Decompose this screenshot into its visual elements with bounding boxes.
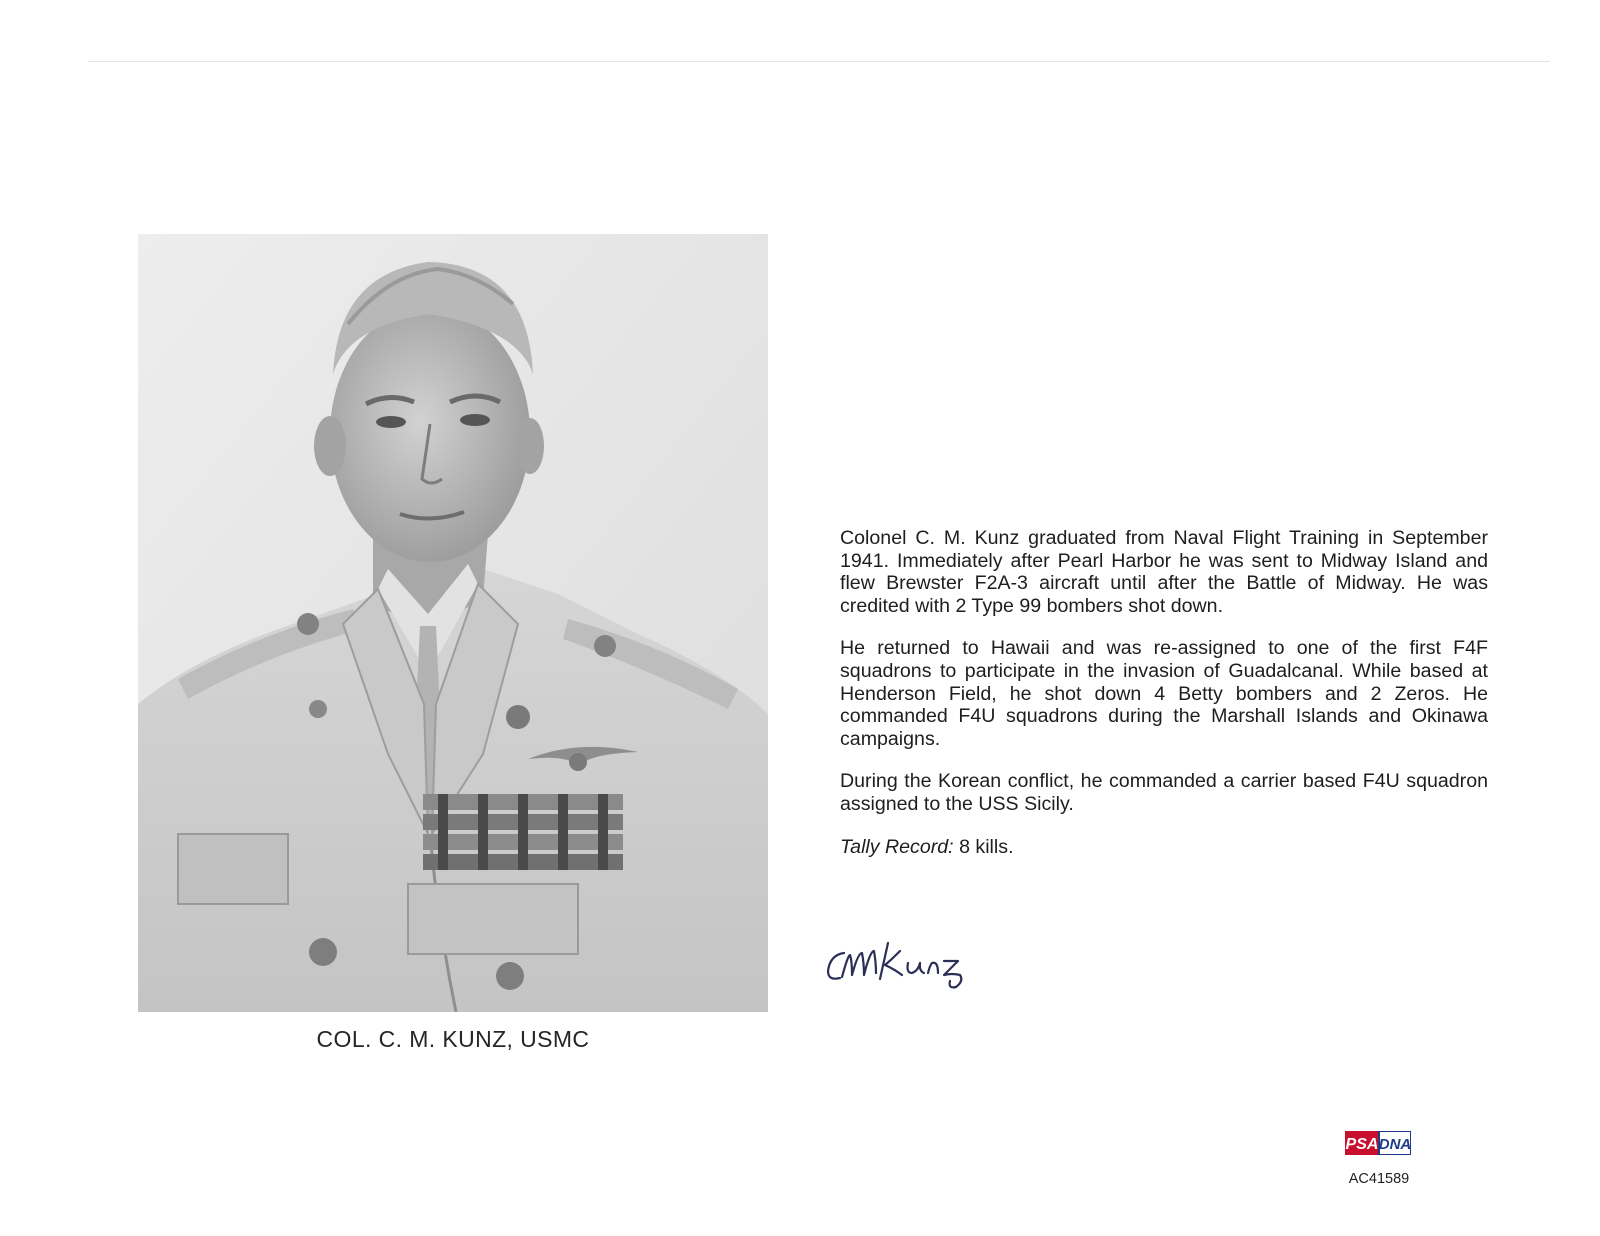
photo-caption: COL. C. M. KUNZ, USMC bbox=[316, 1026, 590, 1052]
certificate-number: AC41589 bbox=[1348, 1171, 1410, 1187]
tally-record-value: 8 kills. bbox=[953, 835, 1014, 858]
svg-text:DNA: DNA bbox=[1378, 1136, 1411, 1153]
portrait-photo bbox=[138, 234, 768, 1012]
biography-text bbox=[840, 527, 1488, 878]
handwritten-signature bbox=[822, 935, 1004, 993]
psa-dna-logo bbox=[1345, 1131, 1411, 1155]
tally-record-label: Tally Record: bbox=[840, 835, 954, 858]
svg-text:PSA: PSA bbox=[1345, 1136, 1379, 1153]
top-edge-rule bbox=[88, 61, 1550, 62]
bio-paragraph: He returned to Hawaii and was re-assigned to one of the first F4F squadrons to participate in the invasion of Guadalcanal. While based at Henderson Field, he shot down 4 Betty bombers and 2 Zeros. He commanded F4U squadrons during the Marshall Islands and Okinawa campaigns. bbox=[840, 637, 1488, 750]
tally-record bbox=[840, 836, 1488, 859]
bio-paragraph: During the Korean conflict, he commanded a carrier based F4U squadron assigned to the USS Sicily. bbox=[840, 770, 1488, 815]
bio-paragraph: Colonel C. M. Kunz graduated from Naval Flight Training in September 1941. Immediately after Pearl Harbor he was sent to Midway Island and flew Brewster F2A-3 aircraft until after the Battle of Midway. He was credited with 2 Type 99 bombers shot down. bbox=[840, 527, 1488, 617]
